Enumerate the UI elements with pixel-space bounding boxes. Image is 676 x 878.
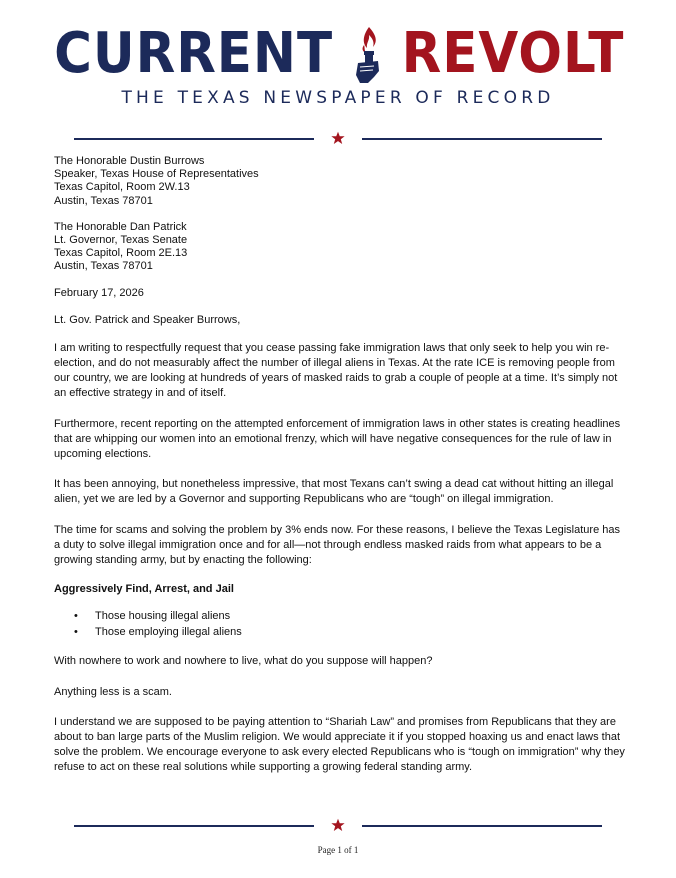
address-line: Speaker, Texas House of Representatives [54,168,259,181]
paragraph: I am writing to respectfully request that you cease passing fake immigration laws that only seek to help you win re-election, and do not measurably affect the number of illegal aliens in Texas. At the rate ICE is removing people from our country, we are looking at hundreds of years of masked raids to grab a couple of people at a time. It’s simply not an effective strategy in and of itself. [54,341,618,400]
header-divider [74,133,602,145]
star-icon [331,131,345,145]
masthead [0,22,676,108]
recipient-address [54,221,626,274]
torch-icon [352,25,386,83]
address-line: Austin, Texas 78701 [54,194,153,207]
brand-left: CURRENT [54,21,334,86]
list-item: • Those employing illegal aliens [54,625,626,641]
salutation: Lt. Gov. Patrick and Speaker Burrows, [54,313,241,326]
address-line: Texas Capitol, Room 2E.13 [54,247,188,260]
paragraph: I understand we are supposed to be paying attention to “Shariah Law” and promises from Republicans that they are about to ban large parts of the Muslim religion. We would appreciate it if you stopped hoaxing us and enact laws that solve the problem. We encourage everyone to ask every elected Republicans who is “tough on immigration” why they refuse to act on these real solutions while supporting a growing federal standing army. [54,715,625,774]
address-line: Lt. Governor, Texas Senate [54,234,188,247]
paragraph: Anything less is a scam. [54,685,172,698]
list-item: • Those housing illegal aliens [54,609,626,625]
page-number: Page 1 of 1 [317,845,359,855]
star-icon [331,818,345,832]
logo [0,22,676,86]
section-heading: Aggressively Find, Arrest, and Jail [54,583,234,596]
paragraph: With nowhere to work and nowhere to live, what do you suppose will happen? [54,655,433,668]
paragraph: The time for scams and solving the problem by 3% ends now. For these reasons, I believe the Texas Legislature has a duty to solve illegal immigration once and for all—not through endless masked raids from what appears to be a growing standing army, but by enacting the following: [54,523,620,567]
tagline: THE TEXAS NEWSPAPER OF RECORD [121,88,555,108]
footer-divider [74,820,602,832]
address-line: The Honorable Dan Patrick [54,220,187,233]
brand-right: REVOLT [401,21,624,86]
address-line: Austin, Texas 78701 [54,260,153,273]
paragraph: Furthermore, recent reporting on the attempted enforcement of immigration laws in other states is creating headlines that are whipping our women into an emotional frenzy, which will have negative consequences for the rule of law in upcoming elections. [54,417,621,461]
letter-date: February 17, 2026 [54,286,144,299]
paragraph: It has been annoying, but nonetheless impressive, that most Texans can’t swing a dead cat without hitting an illegal alien, yet we are led by a Governor and supporting Republicans who are “tough” on illegal immigration. [54,478,614,506]
recipient-address [54,155,626,208]
address-line: Texas Capitol, Room 2W.13 [54,181,190,194]
letter-body [54,155,626,791]
address-line: The Honorable Dustin Burrows [54,155,205,167]
bullet-list [54,609,626,640]
